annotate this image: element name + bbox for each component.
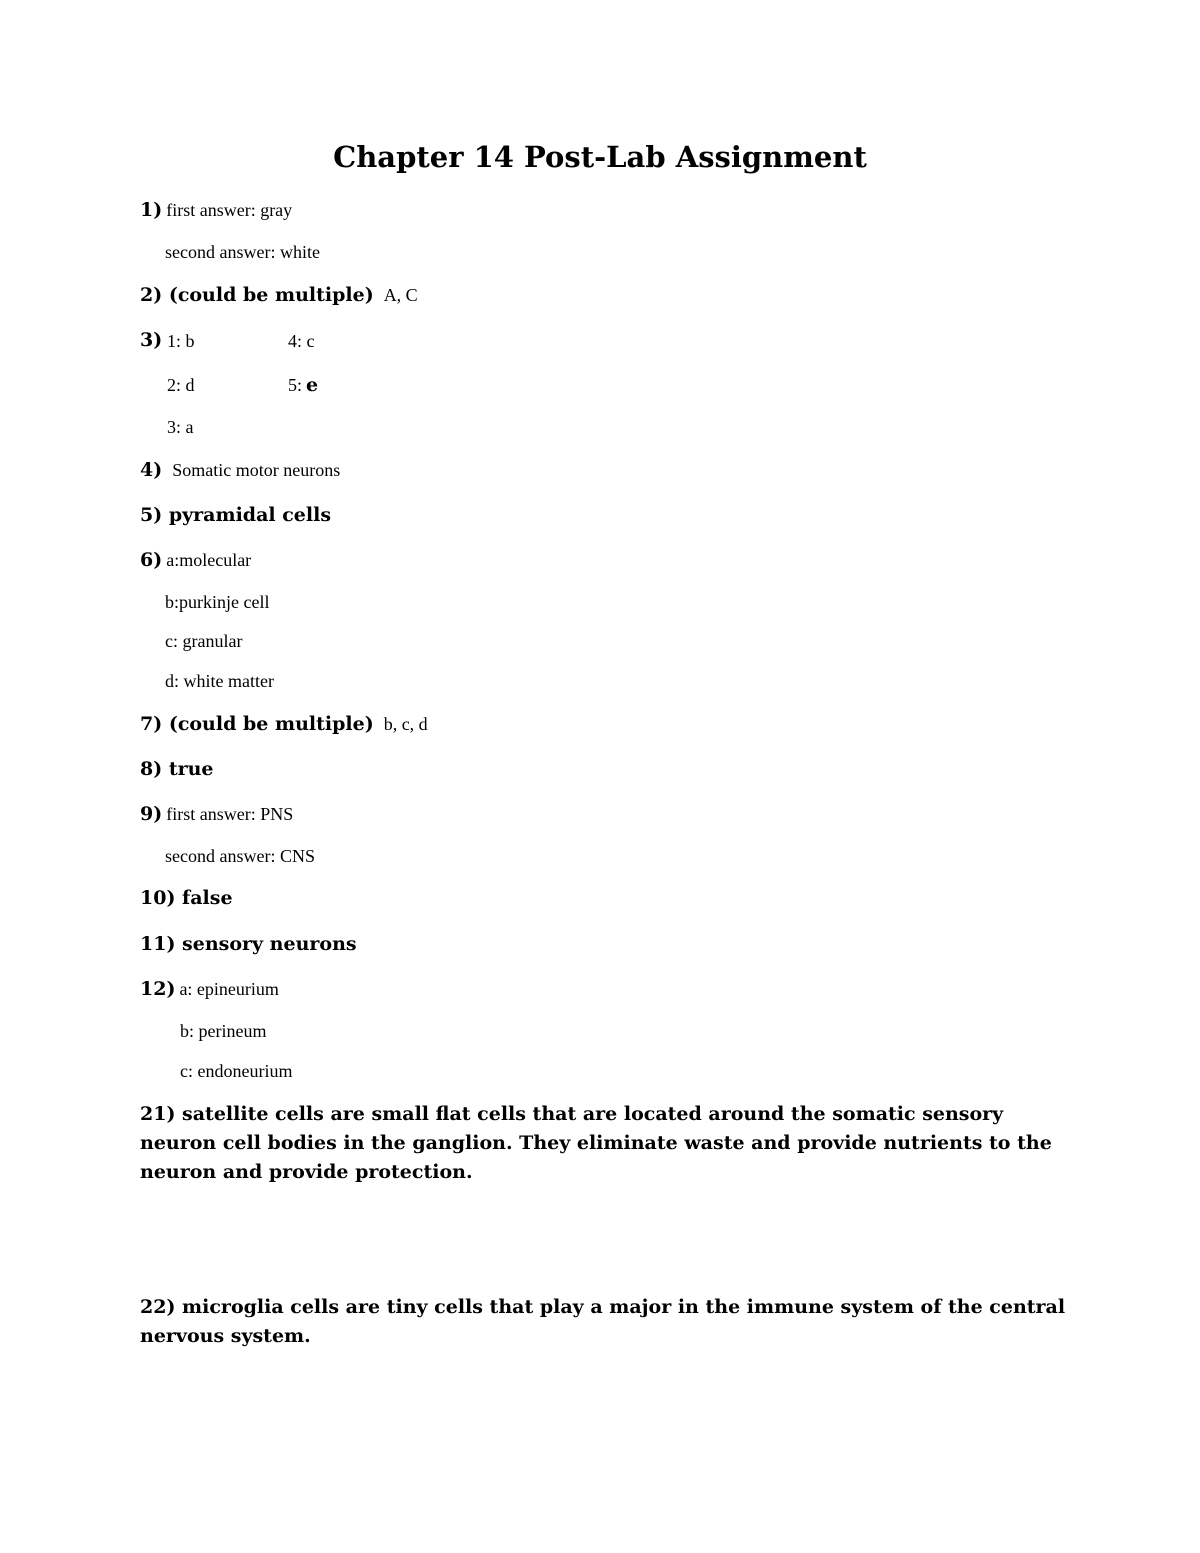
answer-text: b, c, d	[383, 714, 428, 734]
answer-item	[288, 376, 318, 395]
answer-text: first answer: PNS	[166, 804, 294, 824]
question-21: 21) satellite cells are small flat cells that are located around the somatic sensory neuron cell bodies in the ganglion. They eliminate waste and provide nutrients to the neuron and provide protection.	[140, 1103, 1052, 1183]
question-9	[140, 805, 293, 824]
question-8: 8) true	[140, 758, 214, 780]
question-2	[140, 286, 418, 305]
question-4	[140, 461, 340, 480]
question-12	[140, 980, 279, 999]
answer-text: Somatic motor neurons	[172, 460, 341, 480]
question-number: 9)	[140, 803, 163, 825]
question-10: 10) false	[140, 887, 233, 909]
answer-text: c: granular	[165, 631, 243, 651]
answer-text: b: perineum	[180, 1021, 267, 1041]
answer-text: c: endoneurium	[180, 1061, 293, 1081]
question-number: 1)	[140, 199, 163, 221]
question-label: 2) (could be multiple)	[140, 284, 374, 306]
answer-text: second answer: white	[165, 242, 320, 262]
question-6	[140, 551, 251, 570]
question-number: 3)	[140, 329, 163, 351]
question-11: 11) sensory neurons	[140, 933, 357, 955]
answer-text: b:purkinje cell	[165, 592, 270, 612]
question-5: 5) pyramidal cells	[140, 504, 332, 526]
answer-text: a: epineurium	[179, 979, 279, 999]
answer-text: second answer: CNS	[165, 846, 315, 866]
answer-text: d: white matter	[165, 671, 274, 691]
answer-text: 3: a	[167, 417, 194, 437]
question-number: 4)	[140, 459, 163, 481]
question-22: 22) microglia cells are tiny cells that play a major in the immune system of the central nervous system.	[140, 1296, 1066, 1347]
answer-text: 4: c	[288, 331, 315, 351]
answer-text: A, C	[383, 285, 418, 305]
answer-text: 5:	[288, 375, 303, 395]
page-title: Chapter 14 Post-Lab Assignment	[333, 140, 867, 174]
question-number: 12)	[140, 978, 176, 1000]
answer-text: a:molecular	[166, 550, 252, 570]
answer-text: first answer: gray	[166, 200, 293, 220]
question-1	[140, 201, 292, 220]
question-label: 7) (could be multiple)	[140, 713, 374, 735]
answer-text: e	[306, 374, 319, 396]
question-7	[140, 715, 428, 734]
answer-text: 2: d	[167, 375, 195, 395]
question-number: 6)	[140, 549, 163, 571]
answer-text: 1: b	[167, 331, 195, 351]
